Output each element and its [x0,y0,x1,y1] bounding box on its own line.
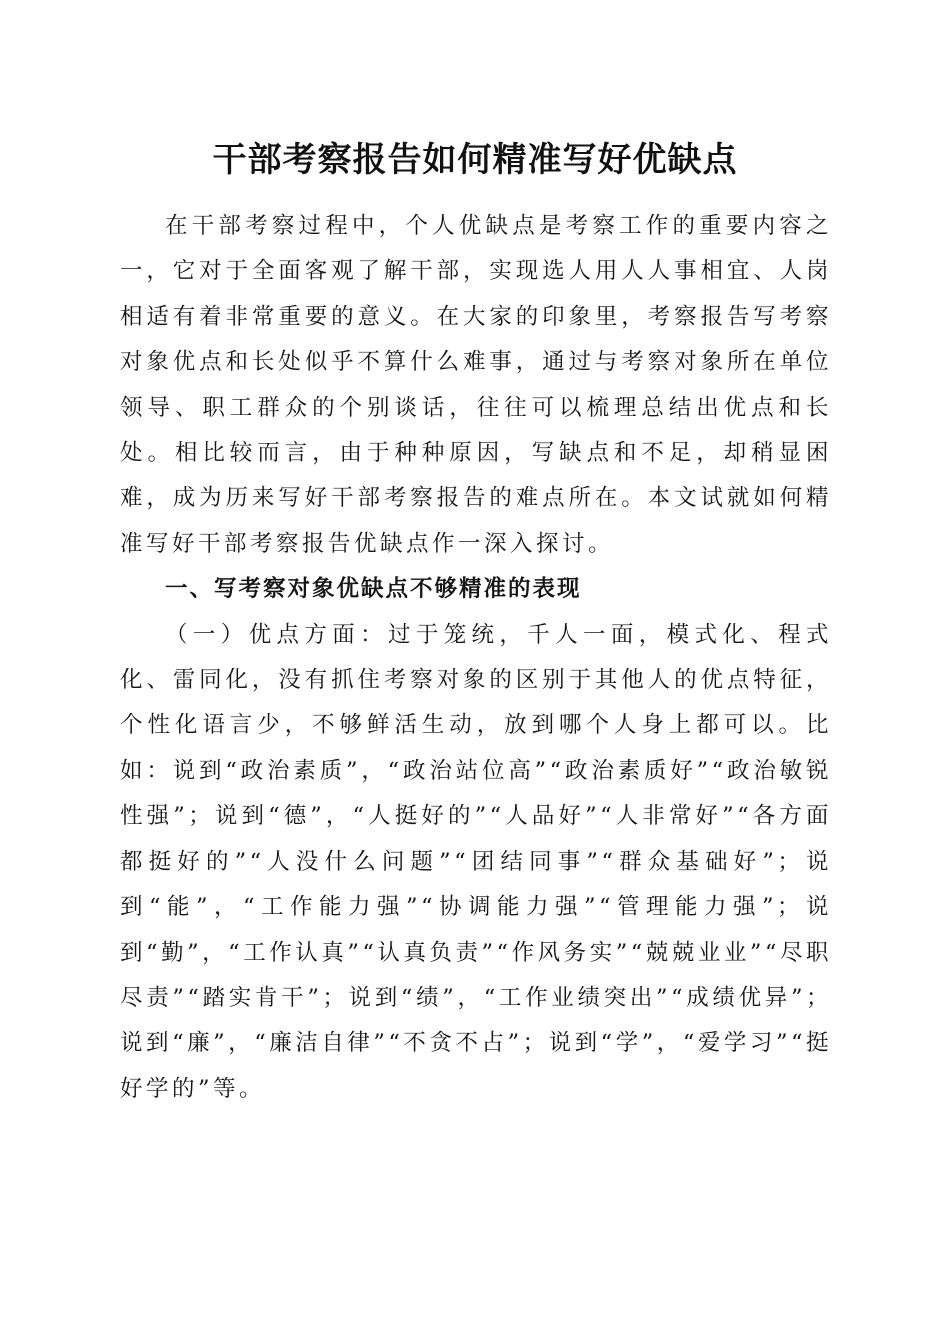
document-body [120,204,832,1112]
subsection-paragraph: （一）优点方面：过于笼统，千人一面，模式化、程式化、雷同化，没有抓住考察对象的区别于其他人的优点特征，个性化语言少，不够鲜活生动，放到哪个人身上都可以。比如：说到“政治素质”，“政治站位高”“政治素质好”“政治敏锐性强”；说到“德”，“人挺好的”“人品好”“人非常好”“各方面都挺好的”“人没什么问题”“团结同事”“群众基础好”；说到“能”，“工作能力强”“协调能力强”“管理能力强”；说到“勤”，“工作认真”“认真负责”“作风务实”“兢兢业业”“尽职尽责”“踏实肯干”；说到“绩”，“工作业绩突出”“成绩优异”；说到“廉”，“廉洁自律”“不贪不占”；说到“学”，“爱学习”“挺好学的”等。 [120,621,832,1102]
intro-paragraph: 在干部考察过程中，个人优缺点是考察工作的重要内容之一，它对于全面客观了解干部，实现选人用人人事相宜、人岗相适有着非常重要的意义。在大家的印象里，考察报告写考察对象优点和长处似乎不算什么难事，通过与考察对象所在单位领导、职工群众的个别谈话，往往可以梳理总结出优点和长处。相比较而言，由于种种原因，写缺点和不足，却稍显困难，成为历来写好干部考察报告的难点所在。本文试就如何精准写好干部考察报告优缺点作一深入探讨。 [120,213,832,557]
document-title: 干部考察报告如何精准写好优缺点 [212,140,738,180]
section-heading: 一、写考察对象优缺点不够精准的表现 [165,576,582,603]
